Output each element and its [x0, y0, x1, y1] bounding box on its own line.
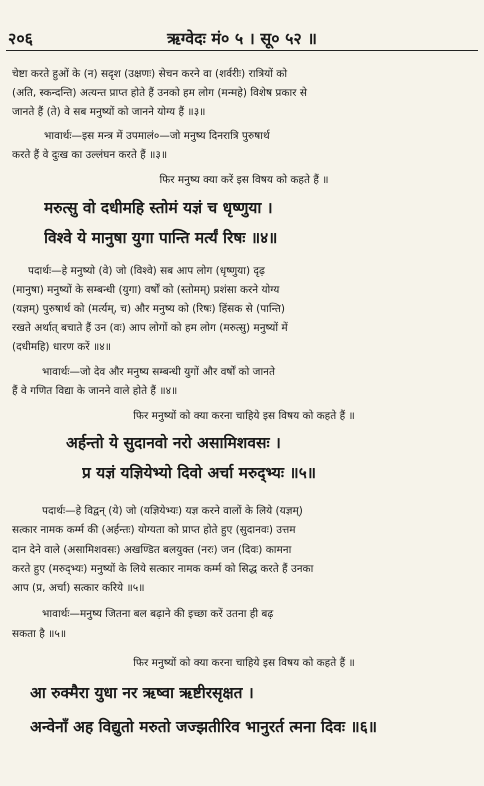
mantra-line: प्र यज्ञं यज्ञियेभ्यो दिवो अर्चा मरुद्भ्यः ॥५॥: [82, 463, 317, 482]
text-line: हैं वे गणित विद्या के जानने वाले होते हैं ॥४॥: [12, 385, 178, 397]
mantra-line: विश्वे ये मानुषा युगा पान्ति मर्त्यं रिषः ॥४॥: [44, 228, 278, 247]
bhavartha-line: भावार्थः—इस मन्त्र में उपमालं०—जो मनुष्य दिनरात्रि पुरुषार्थ: [44, 130, 270, 142]
section-intro: फिर मनुष्य क्या करें इस विषय को कहते हैं ॥: [159, 174, 329, 186]
bhavartha-line: भावार्थः—मनुष्य जितना बल बढ़ाने की इच्छा करें उतना ही बढ़: [42, 608, 274, 620]
header-rule: [6, 50, 478, 51]
text-line: सकता है ॥५॥: [12, 628, 67, 640]
text-line: (अति, स्कन्दन्ति) अत्यन्त प्राप्त होते हैं उनको हम लोग (मन्महे) विशेष प्रकार से: [12, 87, 307, 99]
text-line: करते हुए (मरुद्भ्यः) मनुष्यों के लिये सत्कार नामक कर्म्म को सिद्ध करते हैं उनका: [12, 563, 314, 575]
mantra-line: अन्वेनाँ अह विद्युतो मरुतो जज्झतीरिव भानुरर्त त्मना दिवः ॥६॥: [30, 717, 378, 736]
mantra-line: अर्हन्तो ये सुदानवो नरो असामिशवसः ।: [66, 433, 281, 452]
bhavartha-line: भावार्थः—जो देव और मनुष्य सम्बन्धी युगों और वर्षों को जानते: [42, 366, 275, 378]
padartha-line: पदार्थः—हे विद्वन् (ये) जो (यज्ञियेभ्यः) यज्ञ करने वालों के लिये (यज्ञम्): [42, 505, 303, 517]
mantra-line: मरुत्सु वो दधीमहि स्तोमं यज्ञं च धृष्णुया ।: [44, 198, 273, 217]
text-line: दान देने वाले (असामिशवसः) अखण्डित बलयुक्त (नरः) जन (दिवः) कामना: [12, 544, 292, 556]
text-line: (दधीमहि) धारण करें ॥४॥: [12, 341, 111, 353]
text-line: करते हैं वे दुःख का उल्लंघन करते हैं ॥३॥: [12, 149, 168, 161]
text-line: सत्कार नामक कर्म्म की (अर्हन्तः) योग्यता को प्राप्त होते हुए (सुदानवः) उत्तम: [12, 524, 296, 536]
running-title: ऋग्वेदः मं० ५ । सू० ५२ ॥: [167, 29, 317, 48]
text-line: चेष्टा करते हुओं के (न) सदृश (उक्षणः) सेचन करने वा (शर्वरीः) रात्रियों को: [12, 68, 288, 80]
page-number: २०६: [8, 29, 33, 48]
section-intro: फिर मनुष्यों को क्या करना चाहिये इस विषय को कहते हैं ॥: [133, 657, 355, 669]
text-line: (मानुषा) मनुष्यों के सम्बन्धी (युगा) वर्षों को (स्तोमम्) प्रशंसा करने योग्य: [12, 284, 280, 296]
text-line: आप (प्र, अर्चा) सत्कार करिये ॥५॥: [12, 582, 145, 594]
text-line: (यज्ञम्) पुरुषार्थ को (मर्त्यम्, च) और मनुष्य को (रिषः) हिंसक से (पान्ति): [12, 303, 285, 315]
text-line: जानते हैं (ते) वे सब मनुष्यों को जानने योग्य हैं ॥३॥: [12, 106, 206, 118]
text-line: रखते अर्थात् बचाते हैं उन (वः) आप लोगों को हम लोग (मरुत्सु) मनुष्यों में: [12, 322, 288, 334]
page-header: [8, 28, 476, 48]
padartha-line: पदार्थः—हे मनुष्यो (वे) जो (विश्वे) सब आप लोग (धृष्णुया) दृढ़: [28, 265, 265, 277]
mantra-line: आ रुक्मैरा युधा नर ऋष्वा ऋष्टीरसृक्षत ।: [30, 683, 254, 702]
section-intro: फिर मनुष्यों को क्या करना चाहिये इस विषय को कहते हैं ॥: [133, 410, 355, 422]
